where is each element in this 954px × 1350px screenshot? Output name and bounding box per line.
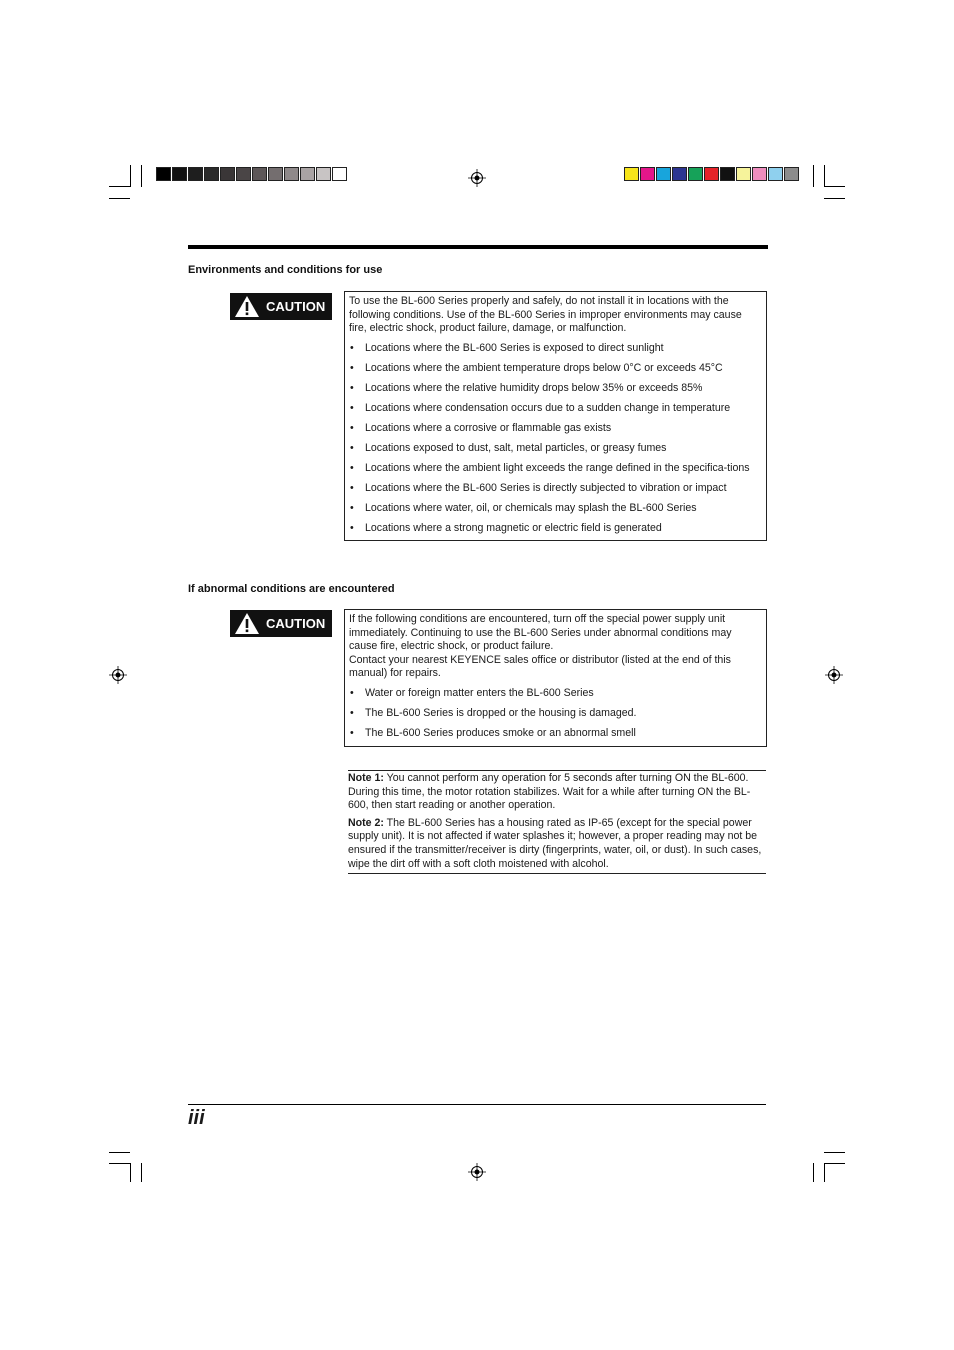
color-swatch [736,167,751,181]
list-item: • Locations where the ambient light exceeds the range defined in the specifica-tions [349,462,759,476]
color-swatch [768,167,783,181]
process-color-bar [624,167,800,181]
color-swatch [332,167,347,181]
condition-list [349,687,759,741]
list-item: • Locations exposed to dust, salt, metal particles, or greasy fumes [349,442,759,456]
color-swatch [284,167,299,181]
list-item: • The BL-600 Series is dropped or the housing is damaged. [349,707,759,721]
notes-block [348,770,766,874]
color-swatch [316,167,331,181]
registration-mark-icon [109,666,127,684]
color-swatch [784,167,799,181]
note-1 [348,772,766,813]
crop-mark [824,186,845,187]
caution-badge [230,610,332,637]
list-item: • Locations where water, oil, or chemicals may splash the BL-600 Series [349,502,759,516]
note-text: The BL-600 Series has a housing rated as IP-65 (except for the special power supply unit). It is not affected if water splashes it; however, a proper reading may not be ensured if the transmitter/receiver is dirty (fingerprints, water, oil, or dust). In such cases, wipe the dirt off with a soft cloth moistened with alcohol. [348,816,762,870]
color-swatch [252,167,267,181]
color-swatch [188,167,203,181]
caution-box-abnormal [344,609,767,747]
section-title-abnormal: If abnormal conditions are encountered [188,583,395,595]
color-swatch [704,167,719,181]
registration-mark-icon [468,1163,486,1181]
list-item: • The BL-600 Series produces smoke or an abnormal smell [349,727,759,741]
header-rule [188,245,768,249]
color-swatch [656,167,671,181]
footer-rule [188,1104,766,1105]
list-item: • Locations where the relative humidity drops below 35% or exceeds 85% [349,382,759,396]
registration-mark-icon [468,169,486,187]
color-swatch [220,167,235,181]
section-title-environments: Environments and conditions for use [188,264,383,276]
page-number: iii [188,1107,205,1129]
color-swatch [236,167,251,181]
list-item: • Locations where the BL-600 Series is exposed to direct sunlight [349,342,759,356]
crop-mark [824,165,825,187]
condition-list [349,342,759,535]
list-item: • Locations where the BL-600 Series is directly subjected to vibration or impact [349,482,759,496]
crop-mark [824,1152,845,1153]
color-swatch [204,167,219,181]
note-2 [348,817,766,871]
crop-mark [813,165,814,187]
crop-mark [824,1163,845,1164]
caution-label: CAUTION [266,616,326,631]
crop-mark [109,1163,130,1164]
color-swatch [752,167,767,181]
grayscale-color-bar [156,167,348,181]
caution-box-environments [344,291,767,541]
list-item: • Locations where the ambient temperature drops below 0°C or exceeds 45°C [349,362,759,376]
crop-mark [141,1163,142,1182]
color-swatch [720,167,735,181]
color-swatch [172,167,187,181]
note-text: You cannot perform any operation for 5 seconds after turning ON the BL-600. During this time, the motor rotation stabilizes. Wait for a while after turning ON the BL-600, then start reading or another operation. [348,772,751,812]
caution-intro: If the following conditions are encountered, turn off the special power supply unit immediately. Continuing to use the BL-600 Series under abnormal conditions may cause fire, electric shock, or product failure. [349,613,732,653]
warning-triangle-icon [234,612,260,635]
crop-mark [130,1163,131,1182]
registration-mark-icon [825,666,843,684]
crop-mark [109,1152,130,1153]
color-swatch [640,167,655,181]
note-label: Note 1: [348,772,384,784]
crop-mark [824,1163,825,1182]
list-item: • Water or foreign matter enters the BL-600 Series [349,687,759,701]
color-swatch [624,167,639,181]
list-item: • Locations where a strong magnetic or electric field is generated [349,522,759,536]
crop-mark [130,165,131,187]
color-swatch [268,167,283,181]
caution-badge [230,293,332,320]
caution-contact: Contact your nearest KEYENCE sales office or distributor (listed at the end of this manual) for repairs. [349,653,731,680]
list-item: • Locations where a corrosive or flammable gas exists [349,422,759,436]
crop-mark [109,186,130,187]
list-item: • Locations where condensation occurs due to a sudden change in temperature [349,402,759,416]
warning-triangle-icon [234,295,260,318]
caution-intro: To use the BL-600 Series properly and safely, do not install it in locations with the following conditions. Use of the BL-600 Series in improper environments may cause fire, electric shock, product failure, damage, or malfunction. [349,295,742,335]
crop-mark [813,1163,814,1182]
color-swatch [156,167,171,181]
color-swatch [688,167,703,181]
crop-mark [141,165,142,187]
color-swatch [672,167,687,181]
crop-mark [824,198,845,199]
note-label: Note 2: [348,816,384,829]
caution-label: CAUTION [266,299,326,314]
crop-mark [109,198,130,199]
color-swatch [300,167,315,181]
